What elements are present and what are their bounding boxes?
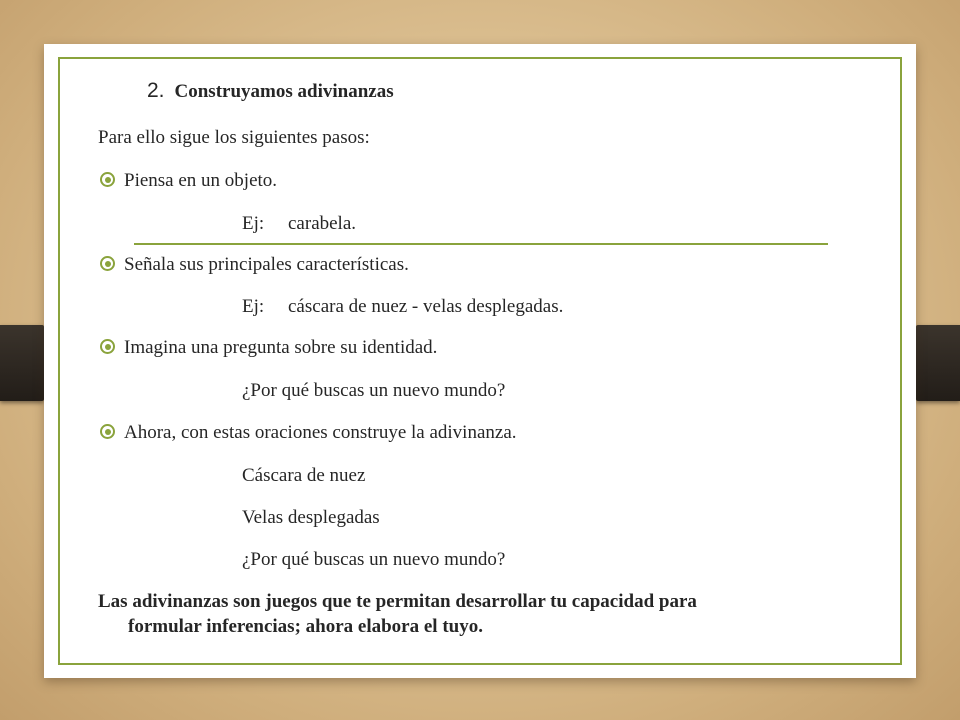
slide-paper [44,44,916,678]
bullet-circle-icon [100,172,115,187]
divider-rule [134,243,828,245]
step-item-3 [100,337,437,359]
step-example-1 [242,213,356,235]
heading-title: Construyamos adivinanzas [174,81,394,102]
section-heading [147,79,394,103]
example-prefix: Ej: [242,213,265,234]
intro-text: Para ello sigue los siguientes pasos: [98,127,370,148]
step-text-4: Ahora, con estas oraciones construye la adivinanza. [124,422,517,443]
riddle-line-2: Velas desplegadas [242,507,380,528]
riddle-line-1: Cáscara de nuez [242,465,366,486]
bullet-circle-icon [100,424,115,439]
step-text-2: Señala sus principales características. [124,254,409,275]
closing-line-1: Las adivinanzas son juegos que te permitan desarrollar tu capacidad para [98,591,697,612]
step-item-2 [100,254,409,276]
binder-tab-right [916,325,960,401]
riddle-line-3: ¿Por qué buscas un nuevo mundo? [242,549,506,570]
bullet-circle-icon [100,339,115,354]
bullet-circle-icon [100,256,115,271]
example-text-2: cáscara de nuez - velas desplegadas. [288,296,564,317]
closing-line-2: formular inferencias; ahora elabora el tuyo. [128,616,483,637]
step-example-2 [242,296,563,318]
step-example-3: ¿Por qué buscas un nuevo mundo? [242,380,506,401]
example-prefix: Ej: [242,296,265,317]
step-item-4 [100,422,517,444]
heading-number: 2. [147,79,165,102]
step-text-3: Imagina una pregunta sobre su identidad. [124,337,438,358]
step-item-1 [100,170,277,192]
binder-tab-left [0,325,44,401]
example-text-1: carabela. [288,213,357,234]
closing-paragraph [98,589,878,639]
step-text-1: Piensa en un objeto. [124,170,278,191]
